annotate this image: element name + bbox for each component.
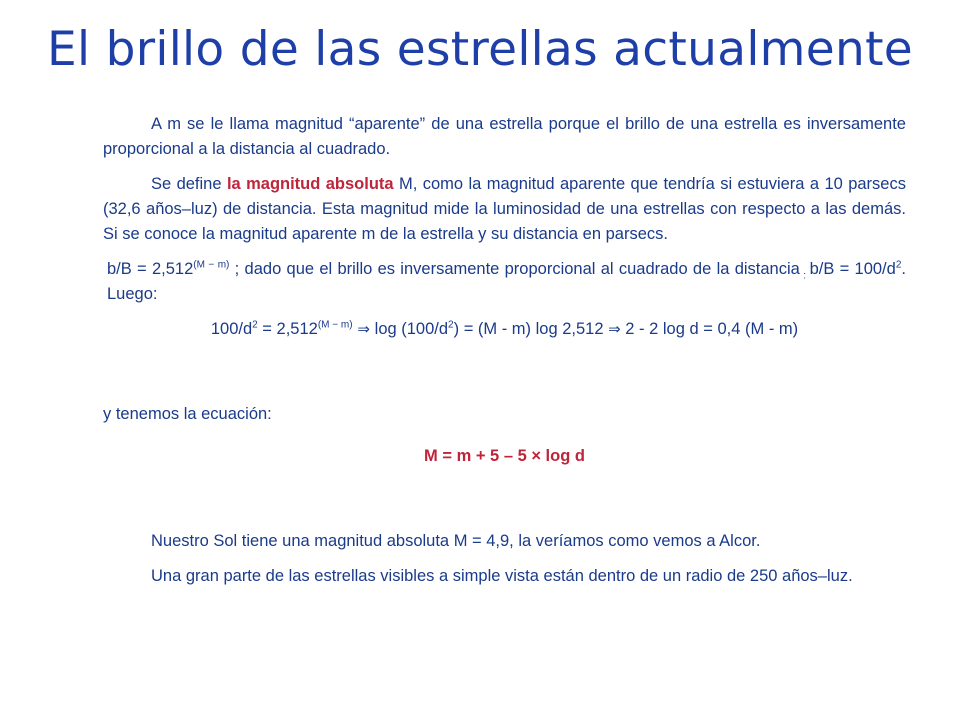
p3-exponent-1: (M − m) [193,259,230,271]
formula-e: 2 - 2 log d = 0,4 (M - m) [620,320,799,338]
formula-line [103,317,906,342]
distance-modulus-equation: M = m + 5 – 5 × log d [424,447,585,465]
p3-text-b: ; dado que el brillo es inversamente proporcional al cuadrado de la distancia [229,260,800,278]
slide-title: El brillo de las estrellas actualmente [46,22,914,77]
absolute-magnitude-term: la magnitud absoluta [226,175,394,193]
p3-text-c: b/B = 100/d [809,260,896,278]
paragraph-visible-stars: Una gran parte de las estrellas visibles a simple vista están dentro de un radio de 250 años–luz. [151,567,853,585]
slide-body [103,112,906,589]
formula-a: 100/d [210,320,253,338]
formula-d: ) = (M - m) log 2,512 [453,320,609,338]
paragraph-equation-intro: y tenemos la ecuación: [103,405,272,423]
paragraph-sun-magnitude: Nuestro Sol tiene una magnitud absoluta M = 4,9, la veríamos como vemos a Alcor. [151,532,761,550]
formula-b: = 2,512 [257,320,318,338]
formula-sup-2: (M − m) [317,319,353,331]
formula-sup-1: 2 [252,319,258,331]
implies-arrow-icon-2: ⇒ [608,320,621,338]
p2-text-b: M, como la magnitud aparente que tendría si estuviera a 10 parsecs (32,6 años–luz) de distancia. Esta magnitud mide la luminosidad de una estrellas con respecto a las demás. Si se conoce la magnitud aparente m de la estrella y su distancia en parsecs. [103,175,906,243]
formula-c: log (100/d [374,320,449,338]
p2-text-a: Se define [151,175,227,193]
p3-text-d: . Luego: [107,260,906,303]
paragraph-absolute-magnitude [103,172,906,247]
implies-arrow-icon: ⇒ [352,320,375,338]
paragraph-apparent-magnitude: A m se le llama magnitud “aparente” de una estrella porque el brillo de una estrella es inversamente proporcional a la distancia al cuadrado. [103,115,906,158]
paragraph-brightness-ratio [103,257,906,307]
formula-sup-3: 2 [448,319,454,331]
p3-text-a: b/B = 2,512 [107,260,194,278]
p3-colon: : [799,270,810,282]
p3-exponent-2: 2 [895,259,902,271]
